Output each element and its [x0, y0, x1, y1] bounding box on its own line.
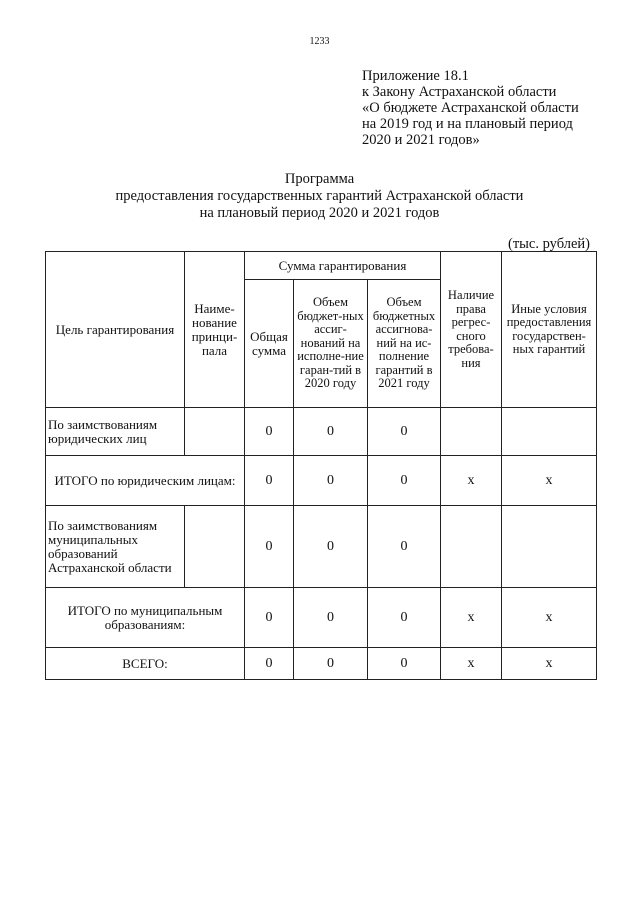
row-regress: х — [441, 456, 502, 506]
table-row — [46, 408, 597, 456]
row-budget-2021: 0 — [368, 648, 441, 680]
row-total: 0 — [245, 456, 294, 506]
row-regress: х — [441, 648, 502, 680]
row-other: х — [502, 588, 597, 648]
row-goal: По заимствованиям муниципальных образований Астраханской области — [46, 506, 185, 588]
header-total: Общая сумма — [245, 280, 294, 408]
table-row-subtotal — [46, 588, 597, 648]
row-goal: ВСЕГО: — [46, 648, 245, 680]
table-row-subtotal — [46, 456, 597, 506]
row-budget-2020: 0 — [294, 408, 368, 456]
row-other: х — [502, 456, 597, 506]
header-sum-group: Сумма гарантирования — [245, 252, 441, 280]
title-line-1: Программа — [284, 171, 355, 187]
row-total: 0 — [245, 648, 294, 680]
units-label: (тыс. рублей) — [508, 236, 590, 252]
header-regress: Наличие права регрес-сного требова-ния — [441, 252, 502, 408]
row-budget-2021: 0 — [368, 588, 441, 648]
row-total: 0 — [245, 506, 294, 588]
title-line-2: предоставления государственных гарантий Астраханской области — [115, 188, 524, 204]
appendix-line-2: к Закону Астраханской области — [362, 84, 557, 100]
row-regress — [441, 408, 502, 456]
document-title — [0, 171, 639, 222]
row-principal — [185, 408, 245, 456]
row-budget-2021: 0 — [368, 456, 441, 506]
row-goal: ИТОГО по юридическим лицам: — [46, 456, 245, 506]
header-budget-2020: Объем бюджет-ных ассиг-нований на исполне-ние гаран-тий в 2020 году — [294, 280, 368, 408]
appendix-line-5: 2020 и 2021 годов» — [362, 132, 480, 148]
row-regress: х — [441, 588, 502, 648]
row-principal — [185, 506, 245, 588]
appendix-line-1: Приложение 18.1 — [362, 68, 469, 84]
row-total: 0 — [245, 588, 294, 648]
row-other: х — [502, 648, 597, 680]
row-budget-2021: 0 — [368, 506, 441, 588]
row-other — [502, 408, 597, 456]
row-goal: По заимствованиям юридических лиц — [46, 408, 185, 456]
table-row-total — [46, 648, 597, 680]
row-budget-2020: 0 — [294, 456, 368, 506]
row-regress — [441, 506, 502, 588]
row-budget-2020: 0 — [294, 648, 368, 680]
header-principal: Наиме-нование принци-пала — [185, 252, 245, 408]
table-row — [46, 506, 597, 588]
header-budget-2021: Объем бюджетных ассигнова-ний на ис-полнение гарантий в 2021 году — [368, 280, 441, 408]
header-other-conditions: Иные условия предоставления государствен-ных гарантий — [502, 252, 597, 408]
appendix-line-4: на 2019 год и на плановый период — [362, 116, 573, 132]
header-goal: Цель гарантирования — [46, 252, 185, 408]
row-total: 0 — [245, 408, 294, 456]
row-budget-2020: 0 — [294, 506, 368, 588]
row-goal: ИТОГО по муниципальным образованиям: — [46, 588, 245, 648]
guarantee-table — [45, 251, 597, 680]
row-budget-2020: 0 — [294, 588, 368, 648]
page-number: 1233 — [309, 36, 330, 47]
title-line-3: на плановый период 2020 и 2021 годов — [199, 205, 440, 221]
row-budget-2021: 0 — [368, 408, 441, 456]
row-other — [502, 506, 597, 588]
appendix-heading — [362, 68, 634, 148]
appendix-line-3: «О бюджете Астраханской области — [362, 100, 579, 116]
